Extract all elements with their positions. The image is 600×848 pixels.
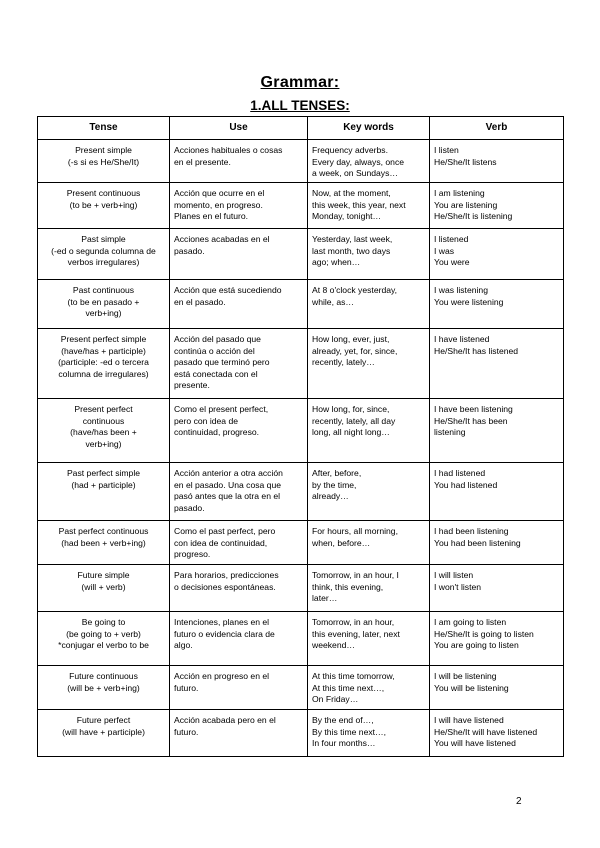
table-row (38, 565, 564, 612)
page-title: Grammar: (260, 74, 340, 91)
table-row (38, 463, 564, 521)
keywords-cell: Tomorrow, in an hour, I think, this evening, later… (308, 565, 430, 612)
use-cell: Intenciones, planes en el futuro o evidencia clara de algo. (170, 612, 308, 666)
table-row (38, 399, 564, 463)
verb-cell: I will have listened He/She/It will have listened You will have listened (430, 710, 564, 757)
use-cell: Acciones habituales o cosas en el presente. (170, 140, 308, 183)
use-cell: Como el past perfect, pero con idea de continuidad, progreso. (170, 521, 308, 565)
header-use: Use (170, 117, 308, 140)
use-cell: Acción en progreso en el futuro. (170, 666, 308, 710)
table-row (38, 612, 564, 666)
tense-cell: Past continuous (to be en pasado + verb+ing) (38, 280, 170, 329)
use-cell: Acción acabada pero en el futuro. (170, 710, 308, 757)
table-row (38, 521, 564, 565)
verb-cell: I am going to listen He/She/It is going to listen You are going to listen (430, 612, 564, 666)
table-row (38, 710, 564, 757)
section-title: 1.ALL TENSES: (250, 98, 350, 113)
keywords-cell: Tomorrow, in an hour, this evening, later, next weekend… (308, 612, 430, 666)
table-row (38, 229, 564, 280)
table-row (38, 183, 564, 229)
table-header-row (38, 117, 564, 140)
header-verb: Verb (430, 117, 564, 140)
tense-cell: Future perfect (will have + participle) (38, 710, 170, 757)
use-cell: Como el present perfect, pero con idea de continuidad, progreso. (170, 399, 308, 463)
tense-cell: Present continuous (to be + verb+ing) (38, 183, 170, 229)
verb-cell: I was listening You were listening (430, 280, 564, 329)
keywords-cell: At 8 o'clock yesterday, while, as… (308, 280, 430, 329)
use-cell: Acción del pasado que continúa o acción del pasado que terminó pero está conectada con el presente. (170, 329, 308, 399)
tenses-table (37, 116, 564, 757)
table-row (38, 666, 564, 710)
table-row (38, 140, 564, 183)
tense-cell: Future simple (will + verb) (38, 565, 170, 612)
tense-cell: Past perfect continuous (had been + verb+ing) (38, 521, 170, 565)
tense-cell: Present simple (-s si es He/She/It) (38, 140, 170, 183)
keywords-cell: Frequency adverbs. Every day, always, once a week, on Sundays… (308, 140, 430, 183)
verb-cell: I had been listening You had been listening (430, 521, 564, 565)
keywords-cell: Now, at the moment, this week, this year, next Monday, tonight… (308, 183, 430, 229)
verb-cell: I have been listening He/She/It has been listening (430, 399, 564, 463)
use-cell: Para horarios, predicciones o decisiones espontáneas. (170, 565, 308, 612)
page-number: 2 (516, 796, 522, 807)
keywords-cell: For hours, all morning, when, before… (308, 521, 430, 565)
tense-cell: Future continuous (will be + verb+ing) (38, 666, 170, 710)
table-row (38, 329, 564, 399)
tense-cell: Past perfect simple (had + participle) (38, 463, 170, 521)
use-cell: Acción anterior a otra acción en el pasado. Una cosa que pasó antes que la otra en el pasado. (170, 463, 308, 521)
keywords-cell: How long, for, since, recently, lately, all day long, all night long… (308, 399, 430, 463)
tense-cell: Past simple (-ed o segunda columna de verbos irregulares) (38, 229, 170, 280)
keywords-cell: Yesterday, last week, last month, two days ago; when… (308, 229, 430, 280)
table-row (38, 280, 564, 329)
keywords-cell: How long, ever, just, already, yet, for, since, recently, lately… (308, 329, 430, 399)
use-cell: Acción que ocurre en el momento, en progreso. Planes en el futuro. (170, 183, 308, 229)
use-cell: Acciones acabadas en el pasado. (170, 229, 308, 280)
verb-cell: I am listening You are listening He/She/It is listening (430, 183, 564, 229)
keywords-cell: At this time tomorrow, At this time next…, On Friday… (308, 666, 430, 710)
verb-cell: I will listen I won't listen (430, 565, 564, 612)
verb-cell: I had listened You had listened (430, 463, 564, 521)
verb-cell: I will be listening You will be listening (430, 666, 564, 710)
verb-cell: I listen He/She/It listens (430, 140, 564, 183)
verb-cell: I have listened He/She/It has listened (430, 329, 564, 399)
tense-cell: Present perfect simple (have/has + participle) (participle: -ed o tercera columna de irregulares) (38, 329, 170, 399)
tense-cell: Be going to (be going to + verb) *conjugar el verbo to be (38, 612, 170, 666)
header-tense: Tense (38, 117, 170, 140)
tense-cell: Present perfect continuous (have/has been + verb+ing) (38, 399, 170, 463)
verb-cell: I listened I was You were (430, 229, 564, 280)
keywords-cell: By the end of…, By this time next…, In four months… (308, 710, 430, 757)
use-cell: Acción que está sucediendo en el pasado. (170, 280, 308, 329)
header-key-words: Key words (308, 117, 430, 140)
keywords-cell: After, before, by the time, already… (308, 463, 430, 521)
